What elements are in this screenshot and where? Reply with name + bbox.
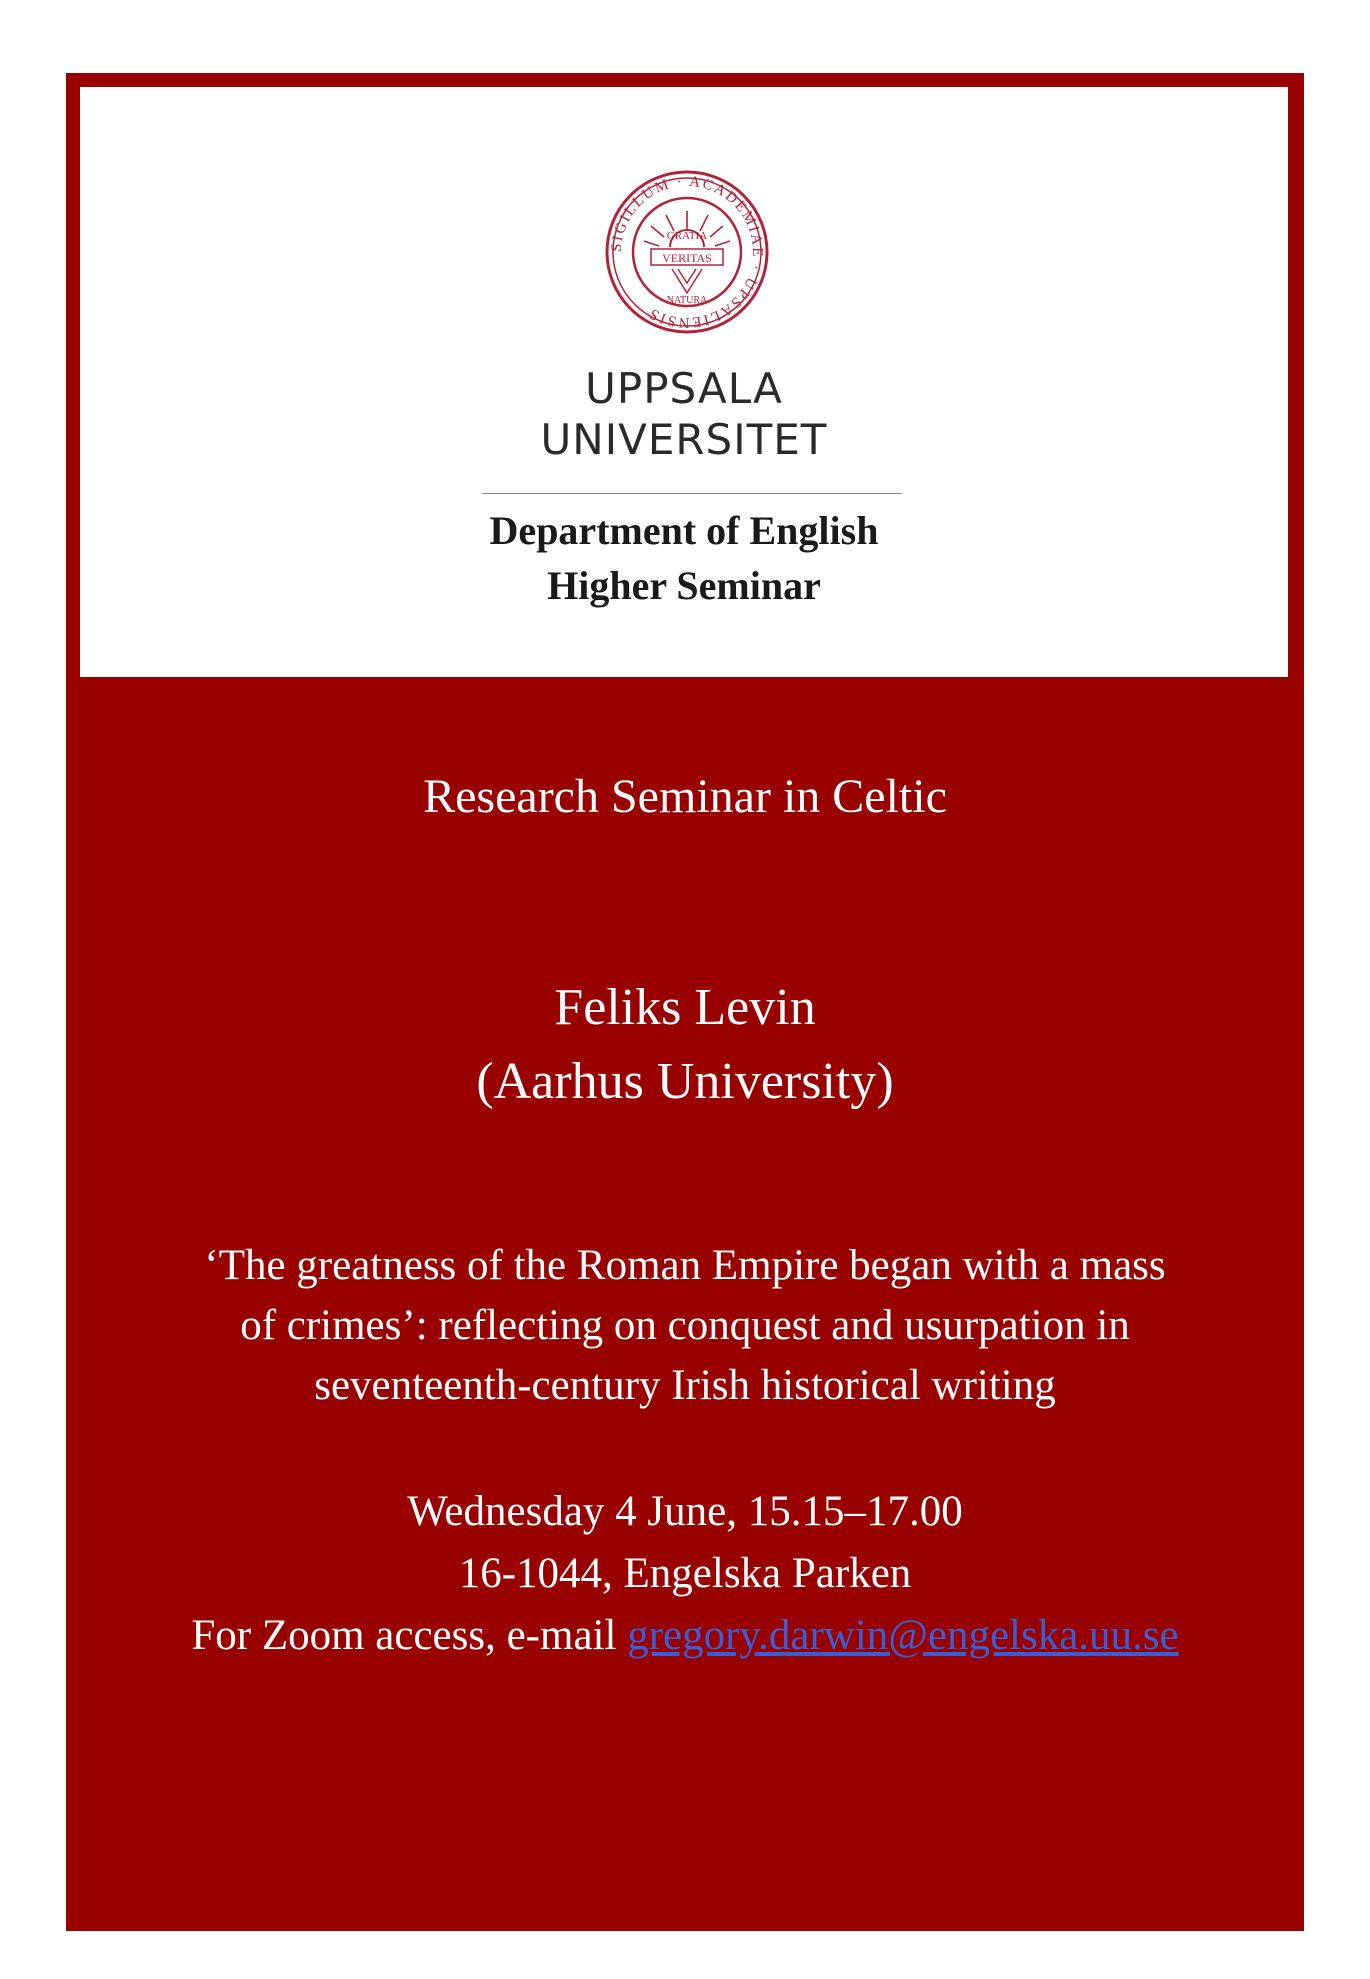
svg-text:VERITAS: VERITAS [662,251,712,265]
talk-title [66,1236,1304,1416]
university-seal-logo [604,169,770,335]
talk-title-line: ‘The greatness of the Roman Empire began with a mass [204,1242,1166,1289]
header-panel [80,87,1288,677]
event-details [66,1481,1304,1667]
speaker-block [66,971,1304,1119]
zoom-access-prefix: For Zoom access, e-mail [191,1612,628,1659]
university-name-line2: UNIVERSITET [540,415,828,464]
svg-text:GRATIA: GRATIA [666,230,708,242]
talk-title-line: seventeenth-century Irish historical writing [314,1362,1056,1409]
seminar-series-title: Research Seminar in Celtic [423,770,947,823]
speaker-affiliation: (Aarhus University) [476,1053,894,1110]
zoom-email-link[interactable]: gregory.darwin@engelska.uu.se [627,1612,1179,1659]
poster [66,73,1304,1931]
university-name-line1: UPPSALA [585,364,783,413]
talk-title-line: of crimes’: reflecting on conquest and usurpation in [240,1302,1130,1349]
svg-text:NATURA: NATURA [666,295,708,306]
department-name: Department of English [489,508,879,553]
svg-text:SIGILLUM · ACADEMIAE · UPSALIE: SIGILLUM · ACADEMIAE · UPSALIENSIS [608,173,766,331]
header-divider [482,493,902,494]
event-location: 16-1044, Engelska Parken [458,1550,912,1597]
speaker-name: Feliks Levin [554,979,816,1036]
zoom-access-line [66,1605,1304,1667]
seminar-type: Higher Seminar [547,563,821,608]
event-date-time: Wednesday 4 June, 15.15–17.00 [407,1488,963,1535]
